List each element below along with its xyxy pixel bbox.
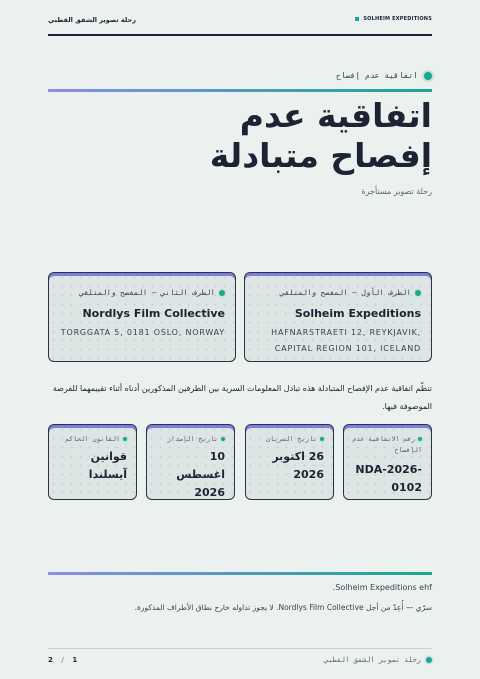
title-gradient-rule bbox=[48, 89, 432, 92]
document-label bbox=[336, 71, 432, 80]
fact-value: 10 اغسطس 2026 bbox=[176, 450, 225, 499]
footer-dot-icon bbox=[426, 657, 432, 663]
fact-label bbox=[52, 434, 127, 445]
fact-label bbox=[150, 434, 225, 445]
company-name: Solheim Expeditions ehf. bbox=[332, 583, 432, 592]
confidentiality-notice: سرّي — أُعِدّ من أجل Nordlys Film Collective. لا يجوز تداوله خارج نطاق الأطراف المذكورة. bbox=[134, 603, 432, 612]
party-card-first bbox=[244, 272, 432, 362]
header-divider bbox=[48, 34, 432, 36]
label-dot-icon bbox=[424, 72, 432, 80]
party-role-text: الطرف الأول — المفصح والمتلقي bbox=[280, 288, 411, 297]
document-label-text: اتفاقية عدم إفصاح bbox=[336, 71, 418, 80]
page-separator: / bbox=[61, 656, 65, 664]
document-subtitle: رحلة تصوير مستأجرة bbox=[361, 187, 432, 196]
fact-value: قوانين آيسلندا bbox=[88, 450, 127, 481]
fact-card-effective-date bbox=[245, 424, 334, 500]
fact-card-issue-date bbox=[146, 424, 235, 500]
fact-card-governing-law bbox=[48, 424, 137, 500]
title-line-2: إفصاح متبادلة bbox=[209, 136, 432, 175]
fact-dot-icon bbox=[221, 437, 225, 441]
fact-value: 26 اكتوبر 2026 bbox=[272, 450, 324, 481]
fact-dot-icon bbox=[320, 437, 324, 441]
party-address: TORGGATA 5, 0181 OSLO, NORWAY bbox=[60, 328, 225, 337]
role-dot-icon bbox=[415, 290, 421, 296]
party-address: HAFNARSTRAETI 12, REYKJAVIK, CAPITAL REGION 101, ICELAND bbox=[271, 328, 421, 353]
fact-label-text: تاريخ السريان bbox=[266, 435, 317, 443]
party-name: Solheim Expeditions bbox=[294, 307, 421, 320]
fact-dot-icon bbox=[418, 437, 422, 441]
fact-label-text: رقم الاتفاقية عدم الإفصاح bbox=[352, 435, 422, 454]
fact-label-text: القانون الحاكم bbox=[65, 435, 120, 443]
fact-label bbox=[347, 434, 422, 456]
footer-gradient-rule bbox=[48, 572, 432, 575]
brand-name: SOLHEIM EXPEDITIONS bbox=[363, 16, 432, 22]
fact-dot-icon bbox=[123, 437, 127, 441]
fact-label-text: تاريخ الإصدار bbox=[167, 435, 218, 443]
brand-square-icon bbox=[355, 17, 359, 21]
page-number bbox=[48, 656, 78, 664]
party-card-second bbox=[48, 272, 236, 362]
document-title bbox=[48, 96, 432, 176]
page-footer-divider bbox=[48, 648, 432, 649]
page-current: 1 bbox=[72, 656, 79, 664]
intro-paragraph: تنظّم اتفاقية عدم الإفصاح المتبادلة هذه تبادل المعلومات السرية بين الطرفين المذكورين أدناه أثناء تقييمهما للفرصة الموصوفة فيها. bbox=[52, 384, 432, 411]
fact-value: NDA-2026-0102 bbox=[355, 463, 422, 494]
title-line-1: اتفاقية عدم bbox=[239, 96, 432, 135]
party-role-text: الطرف الثاني — المفصح والمتلقي bbox=[79, 288, 215, 297]
page-total: 2 bbox=[48, 656, 54, 664]
party-role bbox=[280, 288, 421, 297]
party-role bbox=[80, 288, 225, 297]
header-brand bbox=[355, 16, 432, 22]
page-footer-trip bbox=[324, 656, 432, 664]
party-name: Nordlys Film Collective bbox=[82, 307, 225, 320]
fact-card-agreement-number bbox=[343, 424, 432, 500]
page-footer-trip-text: رحلة تصوير الشفق القطبي bbox=[324, 656, 421, 664]
role-dot-icon bbox=[219, 290, 225, 296]
fact-label bbox=[249, 434, 324, 445]
header-trip-title: رحلة تصوير الشفق القطبي bbox=[48, 16, 136, 24]
